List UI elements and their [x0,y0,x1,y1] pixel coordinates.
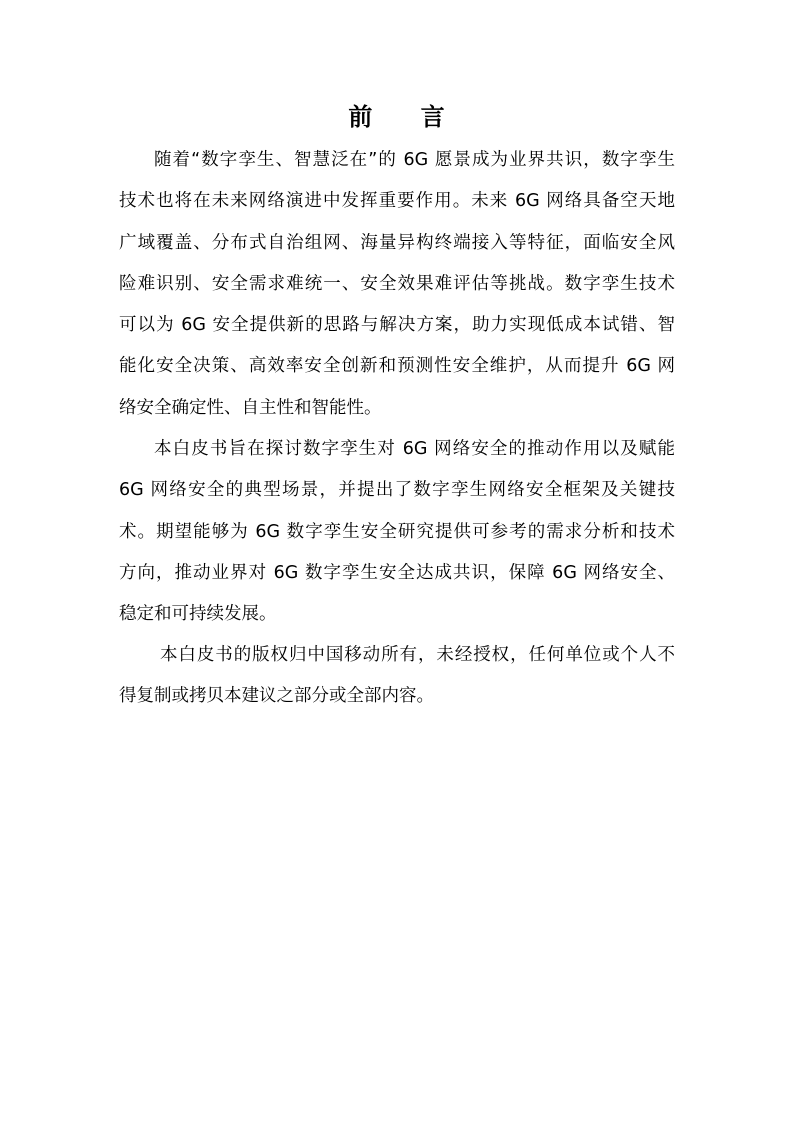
paragraph-line: 技术也将在未来网络演进中发挥重要作用。未来 6G 网络具备空天地 [119,191,675,212]
paragraph-line: 能化安全决策、高效率安全创新和预测性安全维护，从而提升 6G 网 [119,356,675,377]
page-title: 前 言 [348,103,465,131]
paragraph-intro [119,140,675,429]
paragraph-line: 随着“数字孪生、智慧泛在”的 6G 愿景成为业界共识，数字孪生 [154,150,675,170]
paragraph-line: 6G 网络安全的典型场景，并提出了数字孪生网络安全框架及关键技 [119,480,675,501]
paragraph-line: 本白皮书旨在探讨数字孪生对 6G 网络安全的推动作用以及赋能 [154,439,675,459]
paragraph-line: 稳定和可持续发展。 [119,604,277,625]
paragraph-purpose [119,429,675,635]
paragraph-line: 险难识别、安全需求难统一、安全效果难评估等挑战。数字孪生技术 [119,273,675,294]
paragraph-line: 本白皮书的版权归中国移动所有，未经授权，任何单位或个人不 [160,645,675,665]
paragraph-line: 术。期望能够为 6G 数字孪生安全研究提供可参考的需求分析和技术 [119,521,675,542]
paragraph-line: 可以为 6G 安全提供新的思路与解决方案，助力实现低成本试错、智 [119,315,675,336]
paragraph-line: 方向，推动业界对 6G 数字孪生安全达成共识，保障 6G 网络安全、 [119,562,675,583]
paragraph-line: 络安全确定性、自主性和智能性。 [119,397,382,418]
paragraph-line: 广域覆盖、分布式自治组网、海量异构终端接入等特征，面临安全风 [119,232,675,253]
paragraph-copyright [119,635,675,718]
paragraph-line: 得复制或拷贝本建议之部分或全部内容。 [119,686,434,707]
